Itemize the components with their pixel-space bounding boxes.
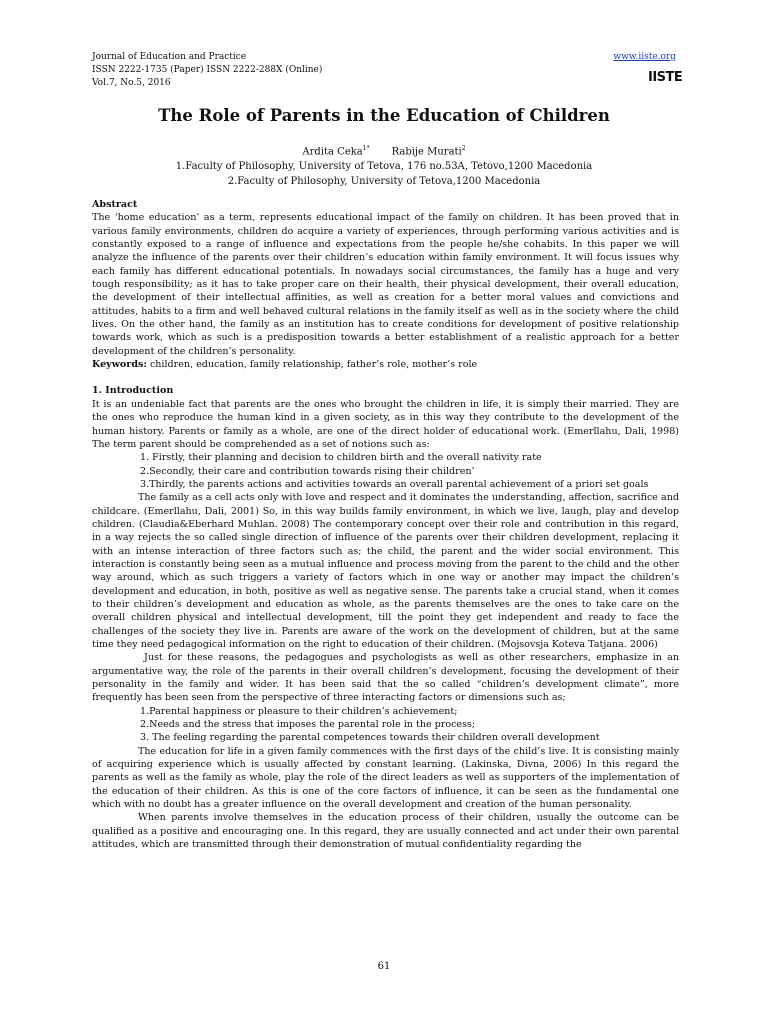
website-link[interactable]: www.iiste.org: [613, 52, 676, 62]
intro-paragraph-4: The education for life in a given family commences with the first days of the child’s live. It is consisting mainly of acquiring experience which is usually affected by constant learning. (Lakinska, Divna, 2006) In this regard the parents as well as the family as whole, play the role of the direct leaders as well as supporters of the implementation of the education of their children. As this is one of the core factors of influence, it can be seen as the fundamental one which with no doubt has a greater influence on the overall development and creation of the human personality.: [92, 745, 679, 811]
intro-paragraph-5: When parents involve themselves in the education process of their children, usually the outcome can be qualified as a positive and encouraging one. In this regard, they are usually connected and act under their own parental attitudes, which are transmitted through their demonstration of mutual confidentiality regarding the: [92, 812, 679, 851]
keywords-line: [92, 358, 679, 371]
author-1-sup: 1*: [362, 145, 370, 152]
author-line: [0, 141, 768, 159]
author-block: [0, 141, 768, 189]
section-heading-introduction: 1. Introduction: [92, 385, 174, 397]
iiste-logo: [648, 66, 683, 86]
abstract-heading: Abstract: [92, 199, 138, 210]
intro-paragraph-3: Just for these reasons, the pedagogues and psychologists as well as other researchers, emphasize in an argumentative way, the role of the parents in their overall children’s development, focusing the development of their personality in the family and wider. It has been said that the so called “children’s development climate”, more frequently has been seen from the perspective of three interacting factors or dimensions such as;: [92, 652, 679, 704]
abstract-text: The ‘home education’ as a term, represents educational impact of the family on children. It has been proved that in various family environments, children do acquire a variety of experiences, through performing various activities and is constantly exposed to a range of influence and expectations from the people he/she cohabits. In this paper we will analyze the influence of the parents over their children’s education within family environment. It will focus issues why each family has different educational potentials. In nowadays social circumstances, the family has a huge and very tough responsibility; as it has to take proper care on their health, their physical development, their overall education, the development of their intellectual affinities, as well as creation for a better moral values and convictions and attitudes, habits to a firm and well behaved cultural relations in the family itself as well as in the society where the child lives. On the other hand, the family as an institution has to create conditions for development of positive relationship towards work, which as such is a predisposition towards a better establishment of a realistic approach for a better development of the children’s personality.: [92, 212, 679, 357]
journal-header: [92, 51, 322, 90]
author-2: Rabije Murati: [391, 146, 462, 158]
header-right: [613, 51, 683, 86]
list-item: 1. Firstly, their planning and decision to children birth and the overall nativity rate: [140, 452, 542, 464]
list-item: 2.Needs and the stress that imposes the parental role in the process;: [140, 719, 476, 731]
journal-issn: ISSN 2222-1735 (Paper) ISSN 2222-288X (Online): [92, 65, 323, 75]
logo-text: IISTE: [648, 70, 683, 85]
list-item: 1.Parental happiness or pleasure to their children’s achievement;: [140, 705, 458, 717]
list-item: 3.Thirdly, the parents actions and activities towards an overall parental achievement of a priori set goals: [140, 478, 649, 490]
journal-volume: Vol.7, No.5, 2016: [92, 78, 171, 88]
intro-paragraph-2: The family as a cell acts only with love and respect and it dominates the understanding, affection, sacrifice and childcare. (Emerllahu, Dali, 2001) So, in this way builds family environment, in which we live, laugh, play and develop children. (Claudia&Eberhard Muhlan. 2008) The contemporary concept over their role and contribution in this regard, in a way rejects the so called single direction of influence of the parents over their children development, replacing it with an intense interaction of three factors such as; the child, the parent and the wider social environment. This interaction is constantly being seen as a mutual influence and process moving from the parent to the child and the other way around, which as such triggers a variety of factors which in one way or another may impact the children’s development and education, in both, positive as well as negative sense. The parents take a crucial stand, when it comes to their children’s development and education as whole, as the parents themselves are the ones to take care on the overall children physical and intellectual development, till the point they get independent and ready to face the challenges of the society they live in. Parents are aware of the work on the development of children, but at the same time they need pedagogical information on the right to education of their children. (Mojsovsja Koteva Tatjana. 2006): [92, 492, 679, 650]
paper-title: The Role of Parents in the Education of Children: [158, 106, 610, 125]
list-item: 3. The feeling regarding the parental competences towards their children overall development: [140, 732, 600, 744]
page-number: 61: [377, 961, 391, 972]
keywords-label: Keywords:: [92, 359, 147, 371]
intro-paragraph-1: It is an undeniable fact that parents are the ones who brought the children in life, it is simply their married. They are the ones who reproduce the human kind in a given society, as in this way they contribute to the development of the human history. Parents or family as a whole, are one of the direct holder of educational work. (Emerllahu, Dali, 1998) The term parent should be comprehended as a set of notions such as:: [92, 398, 679, 450]
affiliation-2: 2.Faculty of Philosophy, University of Tetova,1200 Macedonia: [227, 176, 541, 188]
author-1: Ardita Ceka: [302, 146, 363, 158]
paper-body: [92, 198, 679, 852]
keywords-text: children, education, family relationship, father’s role, mother’s role: [146, 359, 478, 371]
journal-name: Journal of Education and Practice: [92, 52, 247, 62]
author-2-sup: 2: [461, 145, 466, 152]
affiliation-1: 1.Faculty of Philosophy, University of Tetova, 176 no.53A, Tetovo,1200 Macedonia: [175, 161, 593, 173]
list-item: 2.Secondly, their care and contribution towards rising their children’: [140, 465, 475, 477]
